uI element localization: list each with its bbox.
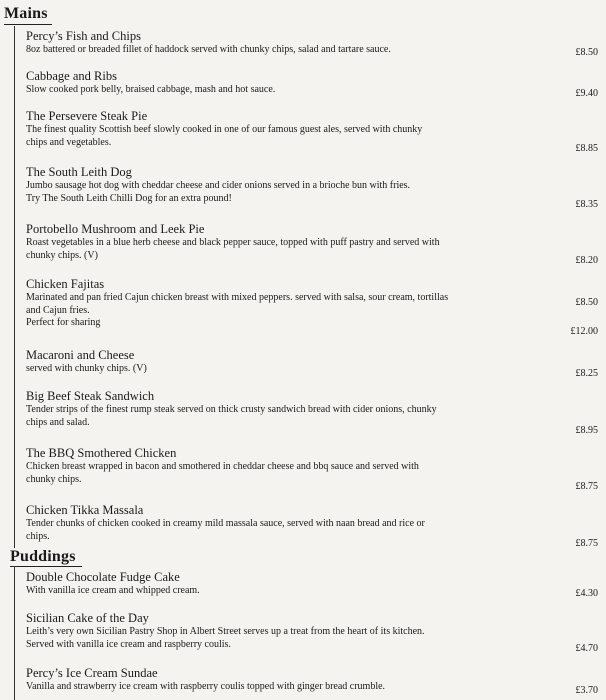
item-description: served with chunky chips. (V) [26,363,147,374]
menu-item [26,165,601,205]
item-description: Tender strips of the finest rump steak served on thick crusty sandwich bread with cider onions, chunky [26,404,437,415]
item-price: £8.75 [575,538,598,549]
menu-item [26,570,601,598]
item-description: Vanilla and strawberry ice cream with raspberry coulis topped with ginger bread crumble. [26,681,386,692]
item-description: Perfect for sharing [26,317,101,328]
item-price: £8.35 [575,199,598,210]
menu-item [26,611,601,651]
menu-item [26,69,601,97]
item-description: Jumbo sausage hot dog with cheddar cheese and cider onions served in a brioche bun with fries. [26,180,411,191]
item-price: £8.95 [575,425,598,436]
item-name: Percy’s Fish and Chips [26,29,141,43]
item-price: £8.20 [575,255,598,266]
menu-item [26,503,601,543]
item-description: Slow cooked pork belly, braised cabbage, mash and hot sauce. [26,84,276,95]
puddings-border [14,566,15,700]
item-name: Big Beef Steak Sandwich [26,389,155,403]
item-name: Macaroni and Cheese [26,348,135,362]
item-price: £8.85 [575,143,598,154]
item-description: Leith’s very own Sicilian Pastry Shop in Albert Street serves up a treat from the heart of its kitchen. [26,626,425,637]
item-price: £8.75 [575,481,598,492]
item-name: Double Chocolate Fudge Cake [26,570,180,584]
puddings-underline [10,566,82,567]
section-title-mains: Mains [4,5,48,22]
item-description: chips. [26,530,50,542]
menu-item [26,29,601,57]
item-description: 8oz battered or breaded fillet of haddock served with chunky chips, salad and tartare sauce. [26,44,391,55]
item-name: The Persevere Steak Pie [26,109,148,123]
item-description: With vanilla ice cream and whipped cream. [26,585,200,596]
item-price: £4.70 [575,643,598,654]
item-name: The South Leith Dog [26,165,132,179]
item-description: The finest quality Scottish beef slowly cooked in one of our famous guest ales, served with chunky [26,124,423,135]
item-name: Cabbage and Ribs [26,69,117,83]
item-description: chips and salad. [26,416,90,428]
item-price: £8.50 [575,47,598,58]
item-name: Portobello Mushroom and Leek Pie [26,222,205,236]
item-description: Chicken breast wrapped in bacon and smothered in cheddar cheese and bbq sauce and served with [26,461,419,472]
item-price: £8.25 [575,368,598,379]
item-price: £4.30 [575,588,598,599]
menu-item [26,446,601,486]
section-title-puddings: Puddings [10,548,76,565]
item-name: Percy’s Ice Cream Sundae [26,666,158,680]
item-description: Tender chunks of chicken cooked in creamy mild massala sauce, served with naan bread and rice or [26,518,425,529]
mains-underline [4,24,52,25]
item-description: Marinated and pan fried Cajun chicken breast with mixed peppers. served with salsa, sour cream, tortillas [26,292,449,303]
item-name: Chicken Fajitas [26,277,105,291]
item-description: Try The South Leith Chilli Dog for an extra pound! [26,192,232,204]
item-description: chunky chips. (V) [26,249,98,261]
item-price: £9.40 [575,88,598,99]
item-price: £8.50 [575,297,598,308]
menu-item [26,348,601,376]
menu-item [26,222,601,262]
menu-item [26,389,601,429]
item-name: The BBQ Smothered Chicken [26,446,177,460]
item-description: and Cajun fries. [26,304,90,316]
item-description: Roast vegetables in a blue herb cheese and black pepper sauce, topped with puff pastry and served with [26,237,440,248]
item-price: £3.70 [575,685,598,696]
item-description: Served with vanilla ice cream and raspberry coulis. [26,638,231,650]
menu-item [26,666,601,694]
menu-item [26,277,601,330]
item-description: chips and vegetables. [26,136,112,148]
menu-item [26,109,601,149]
item-name: Chicken Tikka Massala [26,503,144,517]
item-price-sharing: £12.00 [570,326,598,337]
item-name: Sicilian Cake of the Day [26,611,149,625]
mains-border [14,26,15,548]
item-description: chunky chips. [26,473,82,485]
